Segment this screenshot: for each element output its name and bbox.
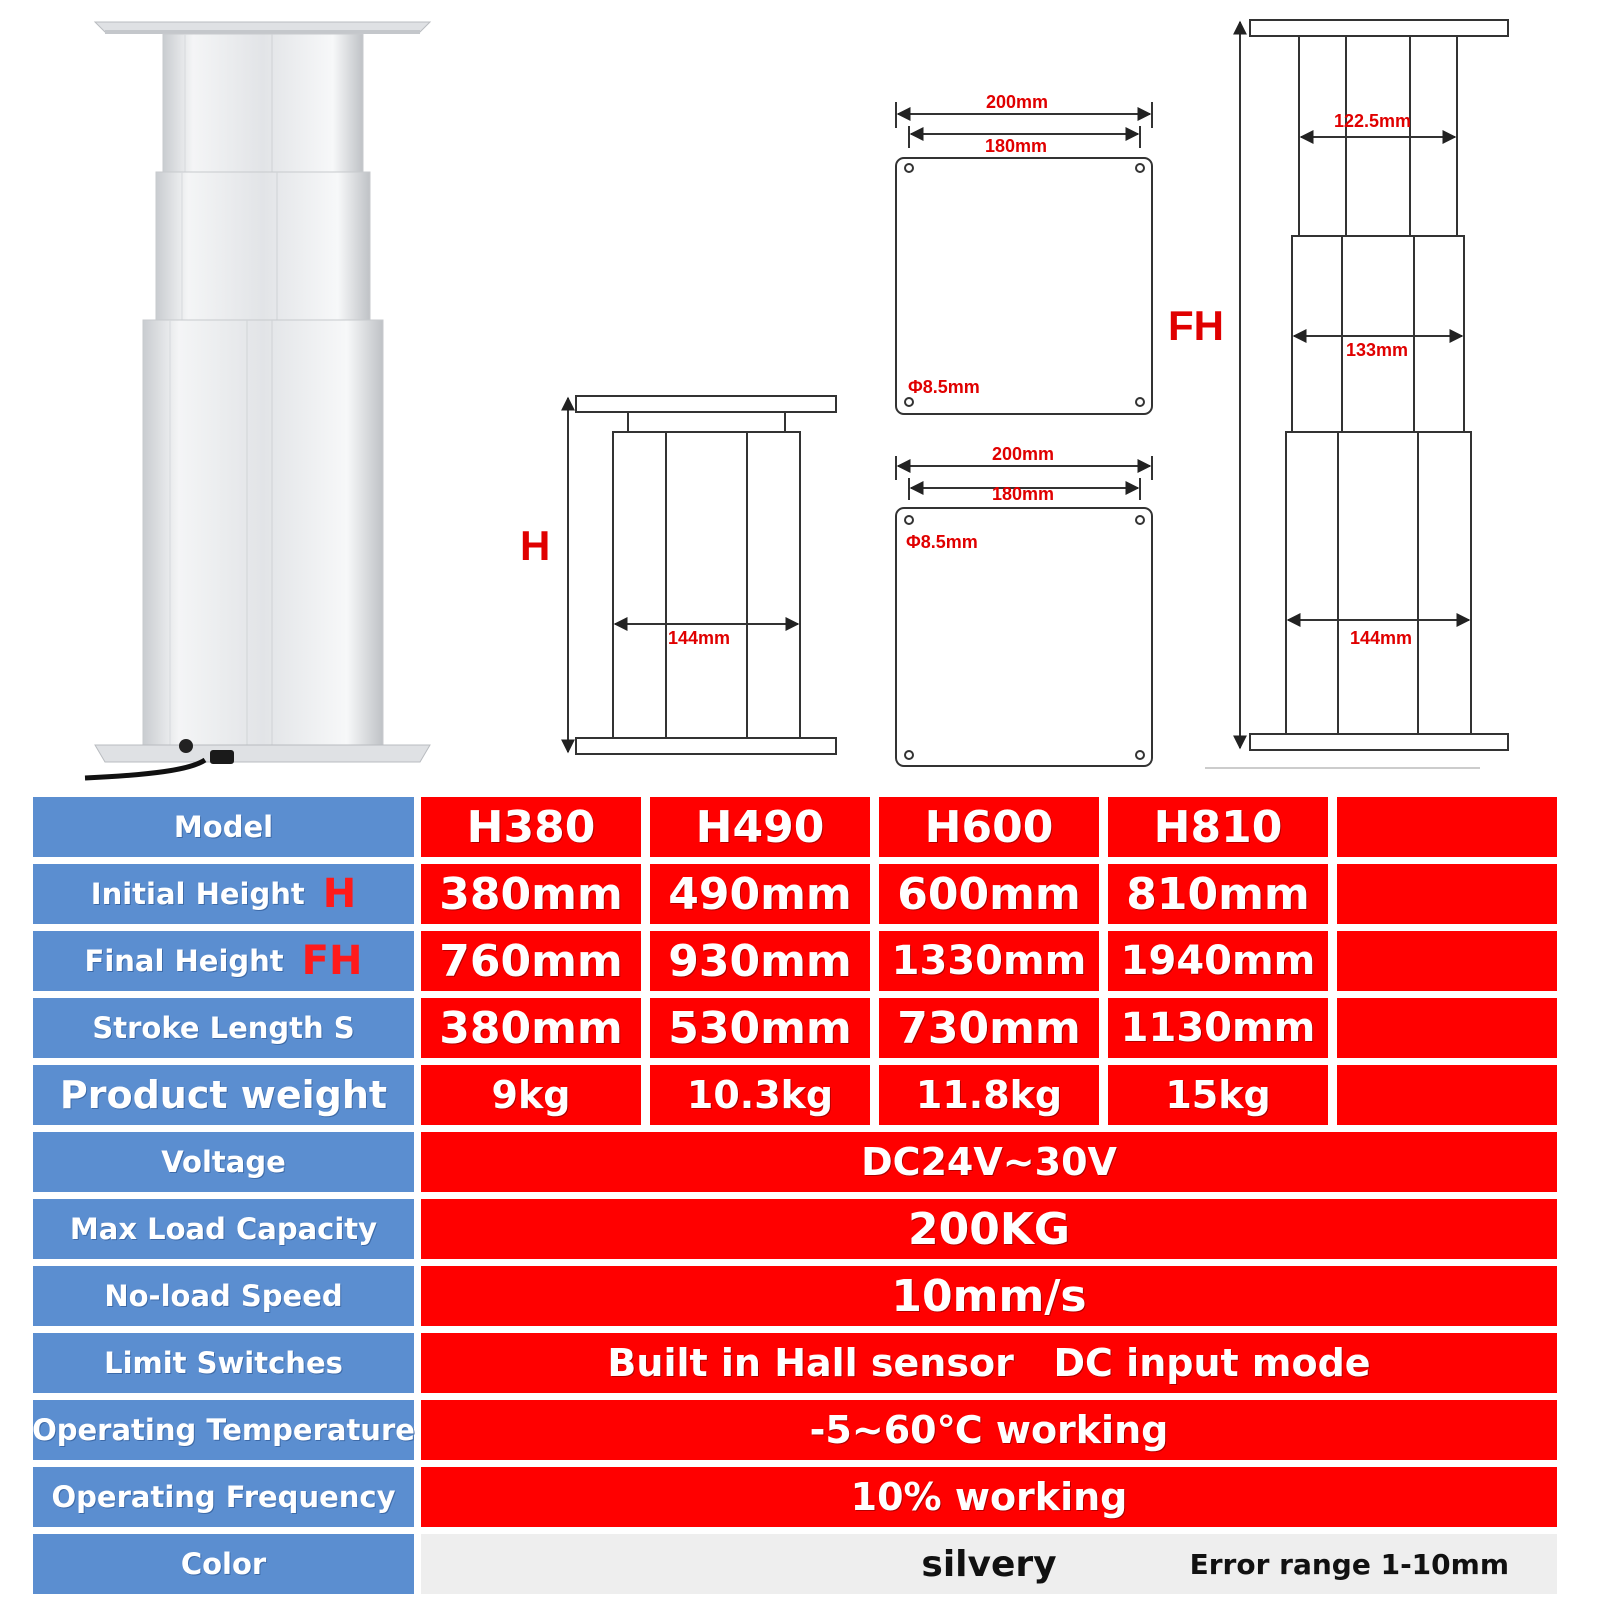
stroke-h600: 730mm xyxy=(879,998,1099,1058)
initial-height-extra xyxy=(1337,864,1557,924)
initial-height-h380: 380mm xyxy=(421,864,641,924)
lifting-column-photo xyxy=(85,22,430,778)
initial-height-h490: 490mm xyxy=(650,864,870,924)
color-value: silvery xyxy=(921,1543,1057,1585)
extended-middle-width: 133mm xyxy=(1346,340,1409,360)
final-height-marker-fh: FH xyxy=(301,938,363,984)
final-height-text: Final Height xyxy=(84,944,284,978)
model-h380: H380 xyxy=(421,797,641,857)
initial-height-text: Initial Height xyxy=(90,877,305,911)
no-load-speed-value: 10mm/s xyxy=(421,1266,1557,1326)
voltage-value: DC24V~30V xyxy=(421,1132,1557,1192)
stroke-extra xyxy=(1337,998,1557,1058)
row-label-initial-height xyxy=(33,864,414,924)
bottom-plate-inner-width: 180mm xyxy=(992,484,1055,504)
row-label-color: Color xyxy=(33,1534,414,1594)
initial-height-h600: 600mm xyxy=(879,864,1099,924)
stroke-h380: 380mm xyxy=(421,998,641,1058)
row-label-model: Model xyxy=(33,797,414,857)
weight-h600: 11.8kg xyxy=(879,1065,1099,1125)
final-height-h810: 1940mm xyxy=(1108,931,1328,991)
weight-h490: 10.3kg xyxy=(650,1065,870,1125)
retracted-side-view xyxy=(568,396,836,754)
row-label-operating-temperature: Operating Temperature xyxy=(33,1400,414,1460)
retracted-width-label: 144mm xyxy=(668,628,731,648)
final-height-h490: 930mm xyxy=(650,931,870,991)
row-label-final-height xyxy=(33,931,414,991)
row-label-voltage: Voltage xyxy=(33,1132,414,1192)
final-height-h600: 1330mm xyxy=(879,931,1099,991)
row-label-max-load: Max Load Capacity xyxy=(33,1199,414,1259)
extended-top-width: 122.5mm xyxy=(1334,111,1412,131)
model-h490: H490 xyxy=(650,797,870,857)
max-load-value: 200KG xyxy=(421,1199,1557,1259)
row-label-limit-switches: Limit Switches xyxy=(33,1333,414,1393)
row-label-no-load-speed: No-load Speed xyxy=(33,1266,414,1326)
operating-frequency-value: 10% working xyxy=(421,1467,1557,1527)
color-value-cell xyxy=(421,1534,1557,1594)
extended-bottom-width: 144mm xyxy=(1350,628,1413,648)
initial-height-marker: H xyxy=(520,522,551,569)
final-height-extra xyxy=(1337,931,1557,991)
error-range-note: Error range 1-10mm xyxy=(1189,1547,1509,1581)
limit-switches-value: Built in Hall sensor DC input mode xyxy=(421,1333,1557,1393)
weight-h380: 9kg xyxy=(421,1065,641,1125)
weight-extra xyxy=(1337,1065,1557,1125)
initial-height-marker-h: H xyxy=(322,871,357,917)
operating-temperature-value: -5~60℃ working xyxy=(421,1400,1557,1460)
model-h600: H600 xyxy=(879,797,1099,857)
row-label-product-weight: Product weight xyxy=(33,1065,414,1125)
top-plate-hole: Φ8.5mm xyxy=(908,377,980,397)
bottom-plate-outer-width: 200mm xyxy=(992,444,1055,464)
model-h810: H810 xyxy=(1108,797,1328,857)
bottom-plate-hole: Φ8.5mm xyxy=(906,532,978,552)
technical-drawing xyxy=(0,0,1600,795)
row-label-stroke-length: Stroke Length S xyxy=(33,998,414,1058)
row-label-operating-frequency: Operating Frequency xyxy=(33,1467,414,1527)
initial-height-h810: 810mm xyxy=(1108,864,1328,924)
top-plate-outer-width: 200mm xyxy=(986,92,1049,112)
model-extra xyxy=(1337,797,1557,857)
final-height-marker: FH xyxy=(1168,302,1224,349)
final-height-h380: 760mm xyxy=(421,931,641,991)
stroke-h810: 1130mm xyxy=(1108,998,1328,1058)
weight-h810: 15kg xyxy=(1108,1065,1328,1125)
top-plate-inner-width: 180mm xyxy=(985,136,1048,156)
stroke-h490: 530mm xyxy=(650,998,870,1058)
